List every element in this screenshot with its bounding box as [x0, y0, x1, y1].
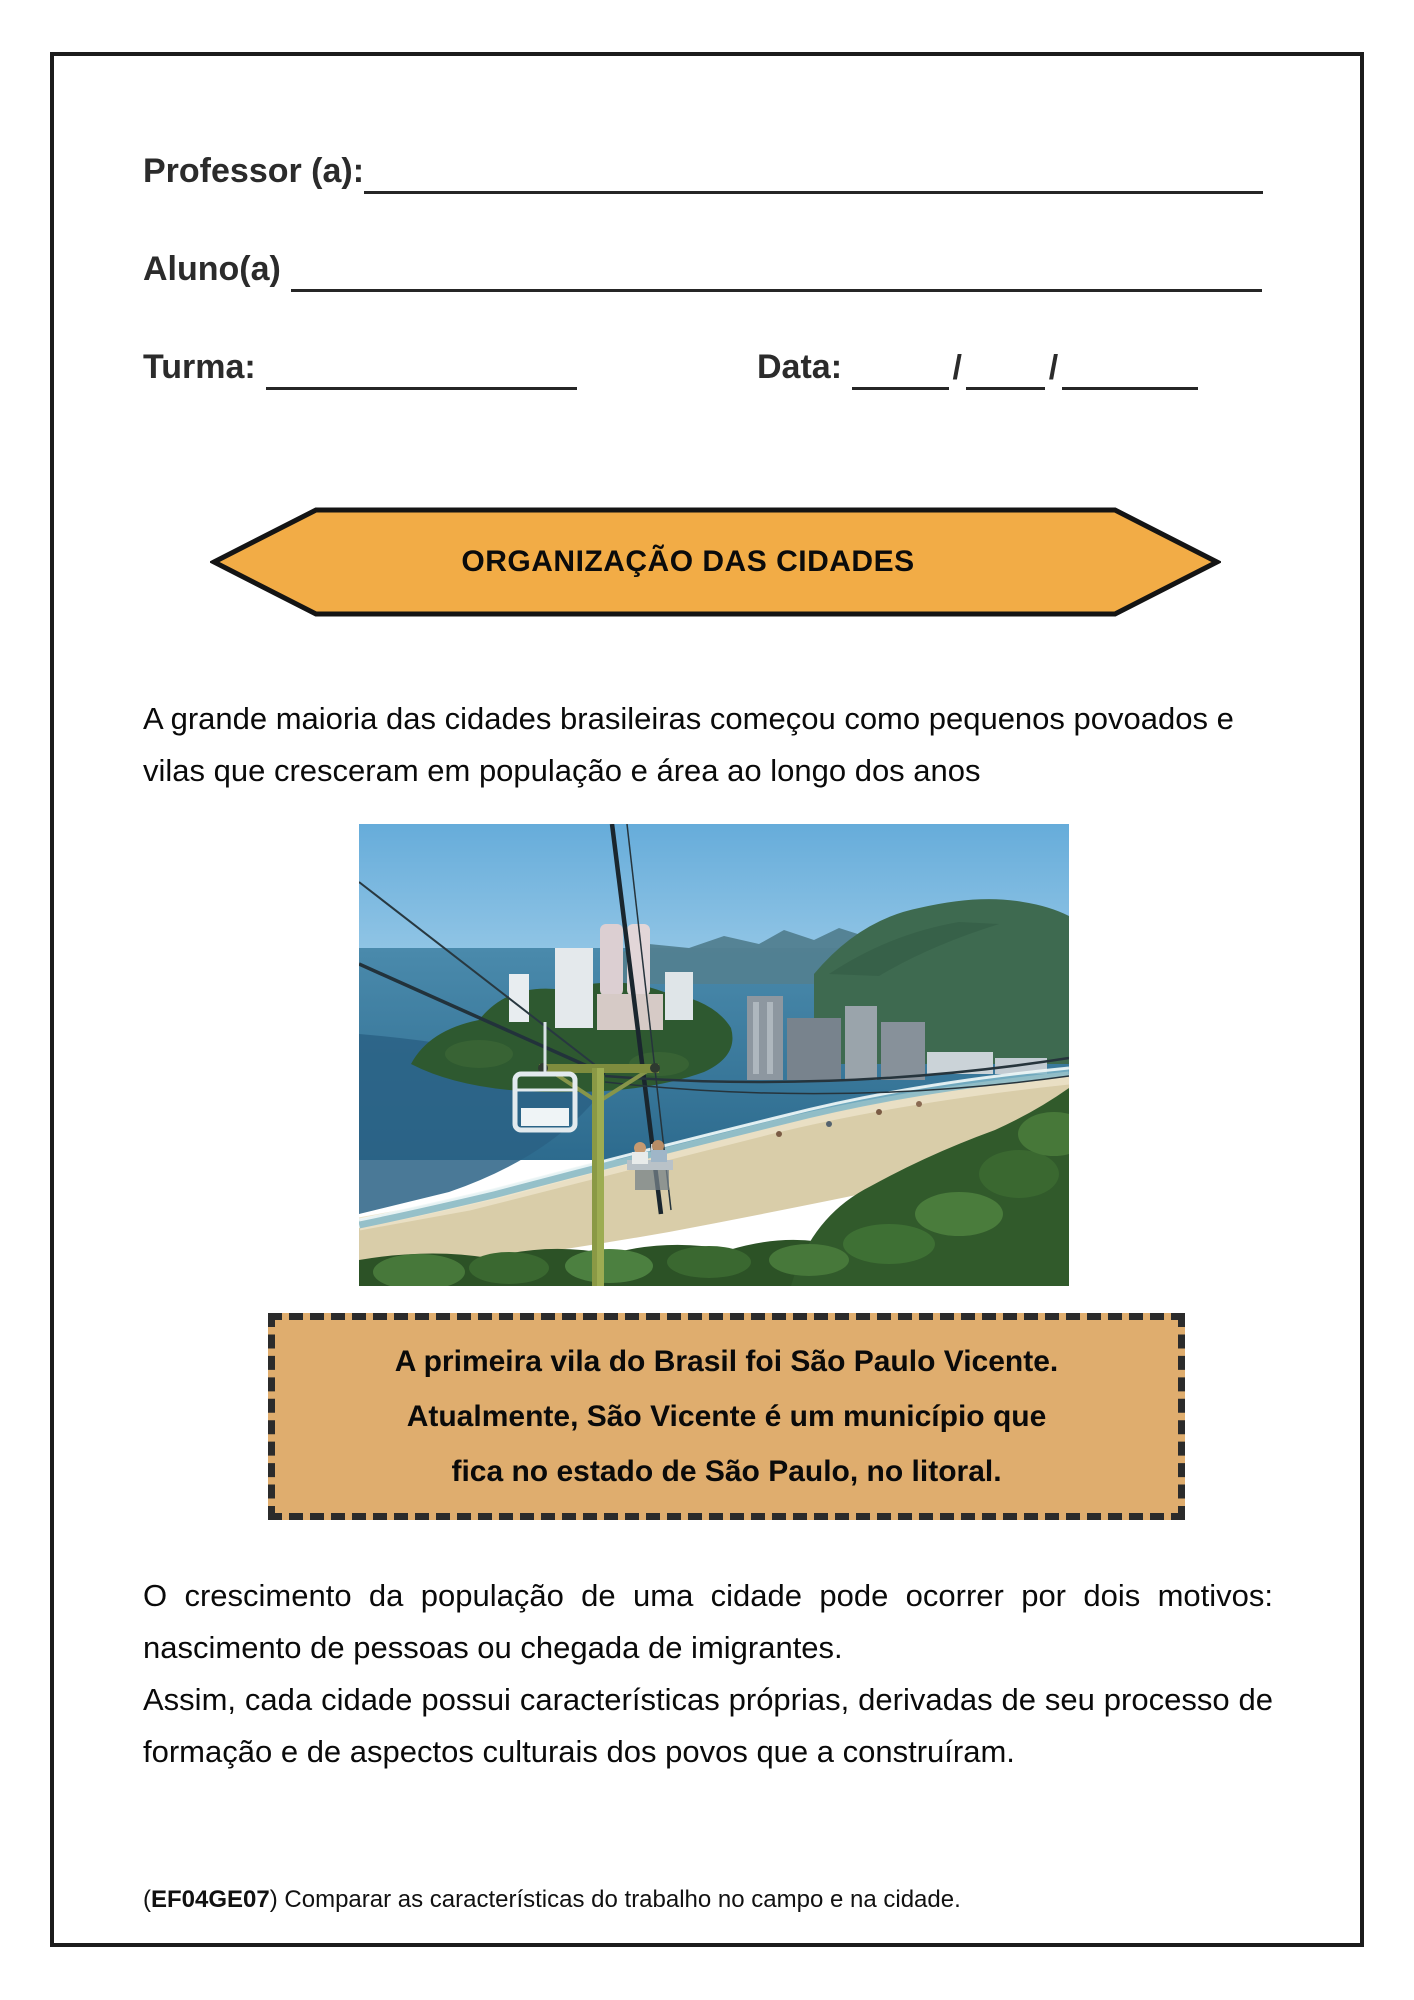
body-paragraph-2: Assim, cada cidade possui características próprias, derivadas de seu processo de formação e de aspectos culturais dos povos que a construíram.	[143, 1682, 1273, 1769]
date-separator-2: /	[1048, 349, 1059, 387]
data-month-blank[interactable]	[966, 347, 1045, 390]
aluno-row	[143, 246, 1262, 292]
title-banner	[210, 505, 1221, 619]
aluno-label: Aluno(a)	[143, 250, 281, 288]
callout-line-1: A primeira vila do Brasil foi São Paulo Vicente.	[394, 1345, 1059, 1378]
callout-box	[268, 1313, 1185, 1520]
data-row	[757, 344, 1198, 390]
footer-skill-line	[143, 1885, 1273, 1915]
beach-city-photo	[359, 824, 1069, 1286]
professor-label: Professor (a):	[143, 152, 365, 190]
data-year-blank[interactable]	[1062, 347, 1198, 390]
turma-label: Turma:	[143, 348, 256, 386]
footer-skill-code: EF04GE07	[151, 1886, 270, 1913]
intro-paragraph: A grande maioria das cidades brasileiras começou como pequenos povoados e vilas que cresceram em população e área ao longo dos anos	[143, 701, 1234, 788]
turma-blank-line[interactable]	[266, 347, 577, 390]
professor-row	[143, 148, 1263, 194]
professor-blank-line[interactable]	[364, 151, 1263, 194]
footer-open-paren: (	[143, 1886, 151, 1913]
page-title: ORGANIZAÇÃO DAS CIDADES	[461, 545, 915, 578]
data-label: Data:	[757, 348, 843, 386]
beach-city-photo-svg	[359, 824, 1069, 1286]
callout-line-3: fica no estado de São Paulo, no litoral.	[451, 1455, 1002, 1488]
callout-line-2: Atualmente, São Vicente é um município que	[406, 1400, 1047, 1433]
turma-row	[143, 344, 577, 390]
data-day-blank[interactable]	[852, 347, 948, 390]
body-paragraphs	[143, 1570, 1273, 1778]
date-separator-1: /	[952, 349, 962, 387]
footer-skill-text: ) Comparar as características do trabalho no campo e na cidade.	[269, 1886, 961, 1913]
aluno-blank-line[interactable]	[291, 249, 1262, 292]
body-paragraph-1: O crescimento da população de uma cidade pode ocorrer por dois motivos: nascimento de pessoas ou chegada de imigrantes.	[143, 1578, 1273, 1665]
